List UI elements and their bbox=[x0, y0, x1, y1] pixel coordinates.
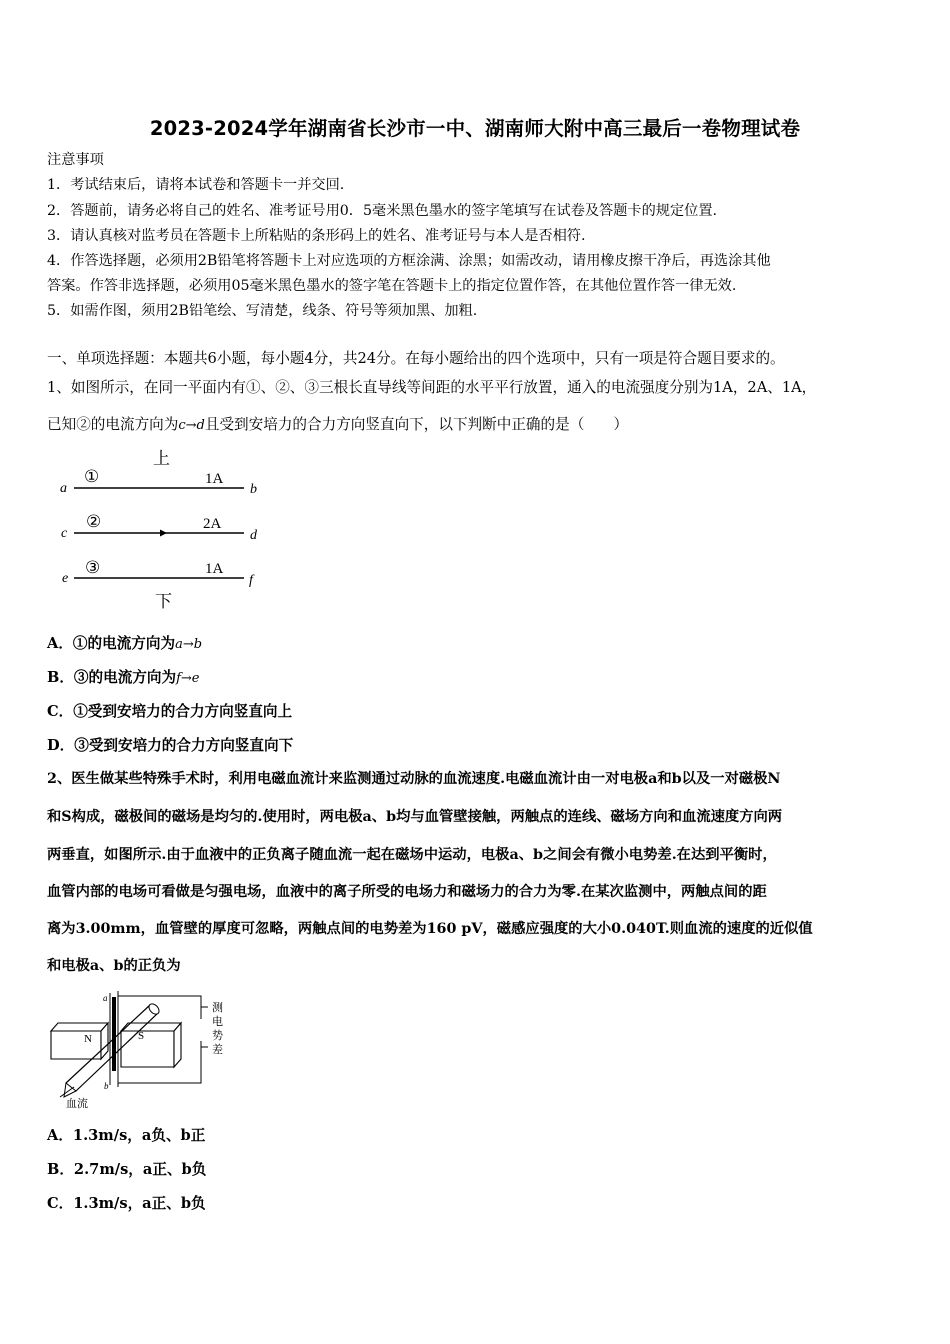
wire-3-number: ③ bbox=[85, 558, 101, 577]
wire-2 bbox=[61, 512, 258, 543]
electrode-b-label: b bbox=[104, 1081, 109, 1091]
electrode-a-label: a bbox=[103, 993, 108, 1003]
q2-flowmeter-figure bbox=[46, 985, 246, 1113]
wire-2-current: 2A bbox=[203, 516, 222, 532]
wire-3 bbox=[62, 558, 255, 588]
figure-label-up: 上 bbox=[153, 449, 170, 468]
wire-1-current: 1A bbox=[205, 471, 224, 487]
option-b-direction: f→e bbox=[176, 671, 200, 686]
q1-option-c[interactable]: C．①受到安培力的合力方向竖直向上 bbox=[47, 703, 293, 720]
q2-stem-line: 血管内部的电场可看做是匀强电场，血液中的离子所受的电场力和磁场力的合力为零.在某次监测中，两触点间的距 bbox=[47, 884, 767, 900]
flow-label: 血流 bbox=[66, 1098, 88, 1110]
wire-2-arrow-icon bbox=[160, 530, 167, 537]
measure-label-char: 差 bbox=[212, 1044, 223, 1056]
section-heading: 一、单项选择题：本题共6小题，每小题4分，共24分。在每小题给出的四个选项中，只有一项是符合题目要求的。 bbox=[47, 350, 785, 367]
wire-1-right-label: b bbox=[250, 482, 257, 497]
measure-label-char: 测 bbox=[212, 1002, 223, 1014]
option-a-direction: a→b bbox=[175, 637, 203, 652]
page-title: 2023-2024学年湖南省长沙市一中、湖南师大附中高三最后一卷物理试卷 bbox=[149, 117, 801, 140]
q2-stem-line: 和电极a、b的正负为 bbox=[47, 958, 181, 974]
wire-1-number: ① bbox=[84, 467, 100, 486]
wire-2-number: ② bbox=[86, 512, 102, 531]
q1-stem-pre: 已知②的电流方向为 bbox=[47, 416, 179, 433]
q1-option-d[interactable]: D．③受到安培力的合力方向竖直向下 bbox=[47, 737, 294, 754]
q2-stem-line: 和S构成，磁极间的磁场是均匀的.使用时，两电极a、b均与血管壁接触，两触点的连线、磁场方向和血流速度方向两 bbox=[47, 809, 783, 825]
notice-heading: 注意事项 bbox=[47, 152, 104, 168]
wire-1 bbox=[60, 467, 257, 497]
measure-label-char: 势 bbox=[212, 1030, 223, 1042]
magnet-s bbox=[121, 1023, 181, 1067]
q2-option-a[interactable]: A．1.3m/s，a负、b正 bbox=[47, 1127, 206, 1144]
magnet-s-label: S bbox=[138, 1030, 145, 1042]
magnet-n-label: N bbox=[84, 1033, 92, 1045]
wire-3-right-label: f bbox=[249, 573, 253, 588]
q1-wires-figure bbox=[50, 442, 280, 612]
electrode-plate bbox=[112, 997, 116, 1071]
notice-item: 5．如需作图，须用2B铅笔绘、写清楚，线条、符号等须加黑、加粗. bbox=[47, 303, 478, 319]
notice-item: 3．请认真核对监考员在答题卡上所粘贴的条形码上的姓名、准考证号与本人是否相符. bbox=[47, 228, 586, 244]
q1-stem-line2 bbox=[47, 413, 628, 434]
measure-label-char: 电 bbox=[212, 1016, 223, 1028]
q1-stem-line1: 1、如图所示，在同一平面内有①、②、③三根长直导线等间距的水平平行放置，通入的电流强度分别为1A，2A、1A， bbox=[47, 379, 817, 396]
magnet-n bbox=[51, 1023, 108, 1059]
q2-option-b[interactable]: B．2.7m/s，a正、b负 bbox=[47, 1161, 207, 1178]
wire-2-left-label: c bbox=[61, 526, 68, 541]
wire-3-current: 1A bbox=[205, 561, 224, 577]
notice-item: 答案。作答非选择题，必须用05毫米黑色墨水的签字笔在答题卡上的指定位置作答，在其他位置作答一律无效. bbox=[47, 278, 737, 294]
q2-option-c[interactable]: C．1.3m/s，a正、b负 bbox=[47, 1195, 206, 1212]
q2-stem-line: 两垂直，如图所示.由于血液中的正负离子随血流一起在磁场中运动，电极a、b之间会有微小电势差.在达到平衡时， bbox=[47, 847, 777, 863]
q1-stem-post: 且受到安培力的合力方向竖直向下，以下判断中正确的是（ ） bbox=[204, 416, 629, 433]
q2-stem-line: 离为3.00mm，血管壁的厚度可忽略，两触点间的电势差为160 pV，磁感应强度的大小0.040T.则血流的速度的近似值 bbox=[47, 921, 813, 937]
q1-direction-cd: c→d bbox=[178, 418, 205, 433]
q1-option-b[interactable]: B．③的电流方向为f→e bbox=[47, 669, 200, 686]
q2-stem-line: 2、医生做某些特殊手术时，利用电磁血流计来监测通过动脉的血流速度.电磁血流计由一对电极a和b以及一对磁极N bbox=[47, 771, 781, 787]
figure-label-down: 下 bbox=[155, 592, 172, 611]
wire-2-right-label: d bbox=[250, 528, 257, 543]
notice-item: 4．作答选择题，必须用2B铅笔将答题卡上对应选项的方框涂满、涂黑；如需改动，请用橡皮擦干净后，再选涂其他 bbox=[47, 253, 771, 269]
wire-3-left-label: e bbox=[62, 571, 69, 586]
q1-option-a[interactable]: A．①的电流方向为a→b bbox=[47, 635, 203, 652]
wire-1-left-label: a bbox=[60, 481, 67, 496]
notice-item: 2．答题前，请务必将自己的姓名、准考证号用0．5毫米黑色墨水的签字笔填写在试卷及答题卡的规定位置. bbox=[47, 203, 718, 219]
notice-item: 1．考试结束后，请将本试卷和答题卡一并交回. bbox=[47, 177, 345, 193]
